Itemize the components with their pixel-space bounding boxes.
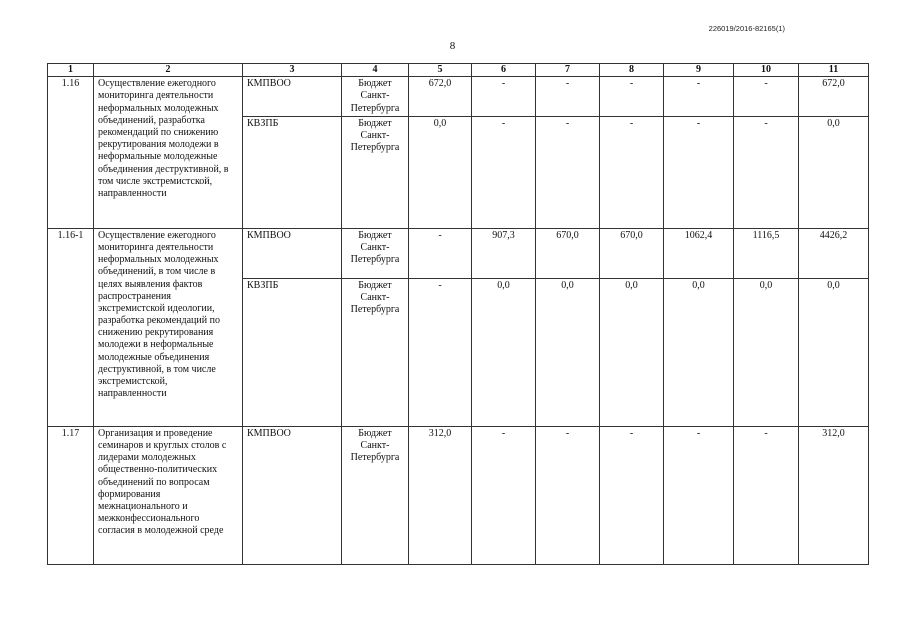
value-cell: 0,0 [409,116,472,228]
value-cell: 670,0 [600,228,664,278]
column-header: 8 [600,64,664,77]
item-number: 1.16-1 [48,228,94,426]
value-cell: - [472,116,536,228]
value-cell: 0,0 [472,278,536,426]
column-header: 4 [342,64,409,77]
total-cell: 4426,2 [799,228,869,278]
value-cell: - [536,116,600,228]
value-cell: 0,0 [664,278,734,426]
table-row [48,77,869,117]
value-cell: - [664,116,734,228]
funding-source: Бюджет Санкт-Петербурга [342,426,409,564]
value-cell: 670,0 [536,228,600,278]
document-id: 226019/2016-82165(1) [708,24,785,33]
funding-source: Бюджет Санкт-Петербурга [342,116,409,228]
column-header: 2 [94,64,243,77]
value-cell: - [472,426,536,564]
column-header: 11 [799,64,869,77]
item-description: Осуществление ежегодного мониторинга деятельности неформальных молодежных объединений, в том числе в целях выявления фактов распространения экстремистской идеологии, разработка рекомендаций по снижению рекрутирования молодежи в неформальные молодежные объединения деструктивной, в том числе экстремистской, направленности [94,228,243,426]
column-header: 3 [243,64,342,77]
column-header: 7 [536,64,600,77]
value-cell: 1116,5 [734,228,799,278]
executor: КВЗПБ [243,278,342,426]
total-cell: 0,0 [799,116,869,228]
data-table [47,63,869,565]
item-description: Осуществление ежегодного мониторинга деятельности неформальных молодежных объединений, разработка рекомендаций по снижению рекрутирования молодежи в неформальные молодежные объединения деструктивной, в том числе экстремистской, направленности [94,77,243,229]
value-cell: - [536,77,600,117]
funding-source: Бюджет Санкт-Петербурга [342,77,409,117]
value-cell: 1062,4 [664,228,734,278]
value-cell: - [734,116,799,228]
value-cell: - [664,77,734,117]
column-header: 1 [48,64,94,77]
value-cell: 672,0 [409,77,472,117]
value-cell: - [472,77,536,117]
value-cell: - [409,228,472,278]
column-header: 9 [664,64,734,77]
total-cell: 312,0 [799,426,869,564]
value-cell: - [600,116,664,228]
value-cell: 0,0 [600,278,664,426]
executor: КМПВОО [243,426,342,564]
value-cell: 312,0 [409,426,472,564]
value-cell: - [734,77,799,117]
item-number: 1.16 [48,77,94,229]
value-cell: 907,3 [472,228,536,278]
value-cell: - [664,426,734,564]
executor: КМПВОО [243,77,342,117]
total-cell: 0,0 [799,278,869,426]
value-cell: - [536,426,600,564]
column-header: 5 [409,64,472,77]
table-row [48,228,869,278]
value-cell: - [600,426,664,564]
value-cell: - [600,77,664,117]
item-number: 1.17 [48,426,94,564]
funding-source: Бюджет Санкт-Петербурга [342,228,409,278]
funding-source: Бюджет Санкт-Петербурга [342,278,409,426]
value-cell: - [734,426,799,564]
total-cell: 672,0 [799,77,869,117]
page-number: 8 [449,40,456,52]
column-header: 10 [734,64,799,77]
value-cell: 0,0 [734,278,799,426]
executor: КМПВОО [243,228,342,278]
value-cell: - [409,278,472,426]
table-row [48,426,869,564]
item-description: Организация и проведение семинаров и круглых столов с лидерами молодежных общественно-политических объединений по вопросам формирования межнационального и межконфессионального согласия в молодежной среде [94,426,243,564]
value-cell: 0,0 [536,278,600,426]
column-header: 6 [472,64,536,77]
header-row [48,64,869,77]
executor: КВЗПБ [243,116,342,228]
